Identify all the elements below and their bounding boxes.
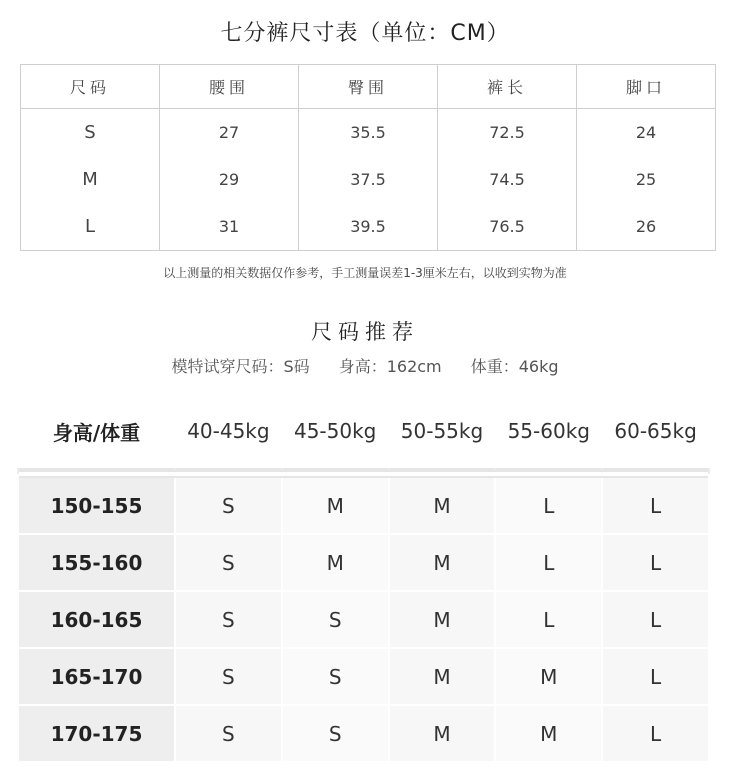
leg-opening-cell: 25 [577, 156, 716, 203]
size-cell: S [176, 649, 281, 704]
waist-cell: 27 [160, 109, 299, 156]
size-chart-title: 七分裤尺寸表（单位：CM） [220, 21, 510, 46]
height-range-cell: 150-155 [19, 478, 174, 533]
header-weight-range: 60-65kg [603, 394, 708, 470]
size-cell: M [390, 649, 495, 704]
model-size: 模特试穿尺码：S码 [171, 357, 310, 376]
table-row [19, 478, 708, 533]
recommend-title: 尺码推荐 [311, 320, 419, 344]
header-weight-range: 40-45kg [176, 394, 281, 470]
header-weight-range: 55-60kg [496, 394, 601, 470]
hip-cell: 35.5 [299, 109, 438, 156]
header-leg-opening: 脚口 [577, 65, 716, 109]
recommend-header-row [19, 394, 708, 470]
table-row [19, 649, 708, 704]
hip-cell: 37.5 [299, 156, 438, 203]
size-cell: S [176, 706, 281, 761]
header-length: 裤长 [438, 65, 577, 109]
size-cell: S [176, 592, 281, 647]
header-height-weight: 身高/体重 [19, 394, 174, 470]
size-cell: M [283, 478, 388, 533]
size-cell: S [283, 649, 388, 704]
header-size: 尺码 [21, 65, 160, 109]
table-row [21, 156, 716, 203]
height-range-cell: 165-170 [19, 649, 174, 704]
size-chart-table [20, 64, 716, 251]
size-cell: L [603, 478, 708, 533]
size-recommend-table [17, 392, 710, 763]
size-cell: L [496, 478, 601, 533]
size-cell: S [176, 478, 281, 533]
size-cell: S [283, 706, 388, 761]
waist-cell: 29 [160, 156, 299, 203]
size-cell: S [176, 535, 281, 590]
table-row [19, 706, 708, 761]
size-cell: L [496, 592, 601, 647]
height-range-cell: 160-165 [19, 592, 174, 647]
length-cell: 74.5 [438, 156, 577, 203]
height-range-cell: 155-160 [19, 535, 174, 590]
model-info [0, 354, 730, 377]
size-cell: M [21, 156, 160, 203]
length-cell: 72.5 [438, 109, 577, 156]
table-row [21, 203, 716, 250]
header-weight-range: 45-50kg [283, 394, 388, 470]
size-cell: M [390, 592, 495, 647]
size-cell: L [603, 535, 708, 590]
size-cell: L [603, 706, 708, 761]
size-cell: M [283, 535, 388, 590]
header-hip: 臀围 [299, 65, 438, 109]
height-range-cell: 170-175 [19, 706, 174, 761]
leg-opening-cell: 24 [577, 109, 716, 156]
length-cell: 76.5 [438, 203, 577, 250]
header-waist: 腰围 [160, 65, 299, 109]
size-cell: L [603, 592, 708, 647]
table-row [19, 592, 708, 647]
leg-opening-cell: 26 [577, 203, 716, 250]
header-weight-range: 50-55kg [390, 394, 495, 470]
size-cell: S [21, 109, 160, 156]
size-cell: M [496, 706, 601, 761]
measurement-note: 以上测量的相关数据仅作参考，手工测量误差1-3厘米左右，以收到实物为准 [163, 266, 567, 280]
size-cell: M [390, 706, 495, 761]
size-cell: L [603, 649, 708, 704]
size-cell: L [496, 535, 601, 590]
table-row [21, 109, 716, 156]
model-height: 身高：162cm [338, 357, 442, 376]
waist-cell: 31 [160, 203, 299, 250]
size-cell: M [390, 478, 495, 533]
hip-cell: 39.5 [299, 203, 438, 250]
size-cell: S [283, 592, 388, 647]
size-cell: M [496, 649, 601, 704]
size-cell: L [21, 203, 160, 250]
size-cell: M [390, 535, 495, 590]
size-chart-header-row [21, 65, 716, 109]
table-row [19, 535, 708, 590]
model-weight: 体重：46kg [470, 357, 559, 376]
